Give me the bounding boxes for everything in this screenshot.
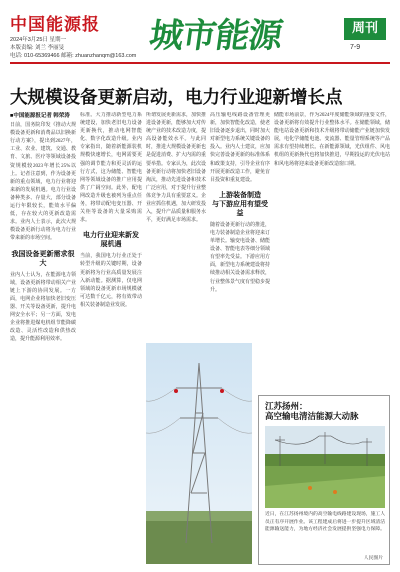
column-1b-text: 业内人士认为，在能源电力领域，设备更新将带动相关产业链上下游的协同发展。一方面，电网企业将加快老旧变压器、开关等设备更新，提升电网安全水平；另一方面，发电企业将推进煤电机组节能降碳改造、灵活性改造和供热改造，提升能源利用效率。 xyxy=(10,272,76,343)
masthead xyxy=(0,0,400,70)
sidebar-title: 江苏扬州： 高空输电清洁能源大动脉 xyxy=(265,402,359,422)
paper-name: 中国能源报 xyxy=(10,15,100,35)
section-title: 城市能源 xyxy=(146,16,285,56)
sidebar-photo xyxy=(265,426,385,508)
article-byline: ■中国能源报记者 韩荣涛 xyxy=(10,113,70,119)
column-2b-text: 当前，我国电力行业正处于转型升级的关键时期，设备更新将为行业高质量发展注入新动能。据测算，仅电网领域的设备更新市场规模就可达数千亿元，将有效带动相关装备制造业发展。 xyxy=(80,254,142,308)
article-column-2 xyxy=(80,112,142,566)
subhead-1: 我国设备更新需求很大 xyxy=(11,249,75,267)
email-line: 电话: 010-65369466 邮箱: zhuanzhanqm@163.com xyxy=(10,53,137,59)
column-4b-text: 随着设备更新行动的推进，电力装备制造企业将迎来订单增长。输变电设备、储能设备、智能电表等细分领域有望率先受益。下游应用方面，新型电力系统建设将持续推动相关设备需求释放，行业整体景气度有望稳步提升。 xyxy=(210,222,270,293)
weekly-badge: 周刊 xyxy=(344,18,386,40)
column-4-text: 高压输电线路设备管理更新，加快智能化改造，使老旧设备逐步退出，同时加大对新型电力系统关键设备的投入。业内人士建议，应加快完善设备更新的标准体系和政策支持，引导企业有序开展更新改造工作，避免盲目投资和重复建设。 xyxy=(210,113,270,183)
column-2-text: 标准。大力推动新型电力系统建设，加快老旧电力设备更新换代，推动电网智能化、数字化改造升级。业内专家指出，随着新能源装机规模快速增长，电网需要更强的调节能力和更灵活的运行方式，这为储能、智能电网等领域设备的推广应用提供了广阔空间。此外，配电网改造升级也被列为重点任务，将带动配电变压器、开关柜等设备的大量采购需求。 xyxy=(80,113,142,224)
sidebar-photo-credit: 人民图片 xyxy=(363,556,383,561)
field-photo-image xyxy=(265,426,385,508)
column-5-text: 储能市场前景，作为2024年度储能领域的重要文件，设备更新将有效提升行业整体水平。在储能领域，储能电站设备更新和技术升级将带动储能产业链加快发展，电化学储能电池、变流器、能量管理系统等产品需求有望持续增长。在新能源领域，光伏组件、风电机组的更新换代也将加快推进，早期投运的光伏电站和风电场将迎来设备更新改造窗口期。 xyxy=(274,113,390,167)
sidebar-news-box xyxy=(258,395,390,565)
article-column-1 xyxy=(10,112,76,566)
column-3-text: 所谓发展更新需求，加快推进设备更新，能够加大对传统产业的技术改造力度，提高设备能效水平。与此同时，推进大规模设备更新也是促进消费、扩大内需的重要举措。专家认为，此次设备更新行动将加快老旧设备淘汰，推动先进设备和技术广泛应用，对于提升行业整体竞争力具有重要意义。企业应抓住机遇，加大研发投入，提升产品质量和服务水平，更好满足市场需求。 xyxy=(146,113,206,224)
date-line: 2024年3月25日 星期一 xyxy=(10,37,66,43)
editor-line: 本版责编: 刘兰 李丽旻 xyxy=(10,45,65,51)
page-number: 7-9 xyxy=(350,44,361,51)
masthead-meta xyxy=(10,36,136,60)
power-tower-image xyxy=(146,343,252,564)
column-1-text: 日前，国务院印发《推动大规模设备更新和消费品以旧换新行动方案》，提出到2027年，工业、农业、建筑、交通、教育、文旅、医疗等领域设备投资规模较2023年增长25%以上。记者注意到，作为设备更新的重点领域，电力行业将迎来新的发展机遇。电力行业设备种类多、存量大，部分设备运行年限较长，能效水平偏低，存在较大的更新改造需求。业内人士表示，此次大规模设备更新行动将为电力行业带来新的市场空间。 xyxy=(10,123,76,242)
power-tower-photo xyxy=(146,343,252,564)
subhead-4: 上游装备制造 与下游应用有望受益 xyxy=(212,190,268,217)
article-column-5 xyxy=(274,112,390,390)
sidebar-text: 近日，在江苏扬州境内的高空输电线路建设现场，施工人员正有序开展作业。该工程建成后将进一步提升区域清洁能源输送能力，为地方经济社会发展提供坚强电力保障。 xyxy=(265,512,385,533)
article-column-3 xyxy=(146,112,206,340)
article-headline: 大规模设备更新启动，电力行业迎新增长点 xyxy=(10,88,343,108)
masthead-divider xyxy=(10,62,390,64)
subhead-2: 电力行业迎来新发展机遇 xyxy=(83,231,139,249)
